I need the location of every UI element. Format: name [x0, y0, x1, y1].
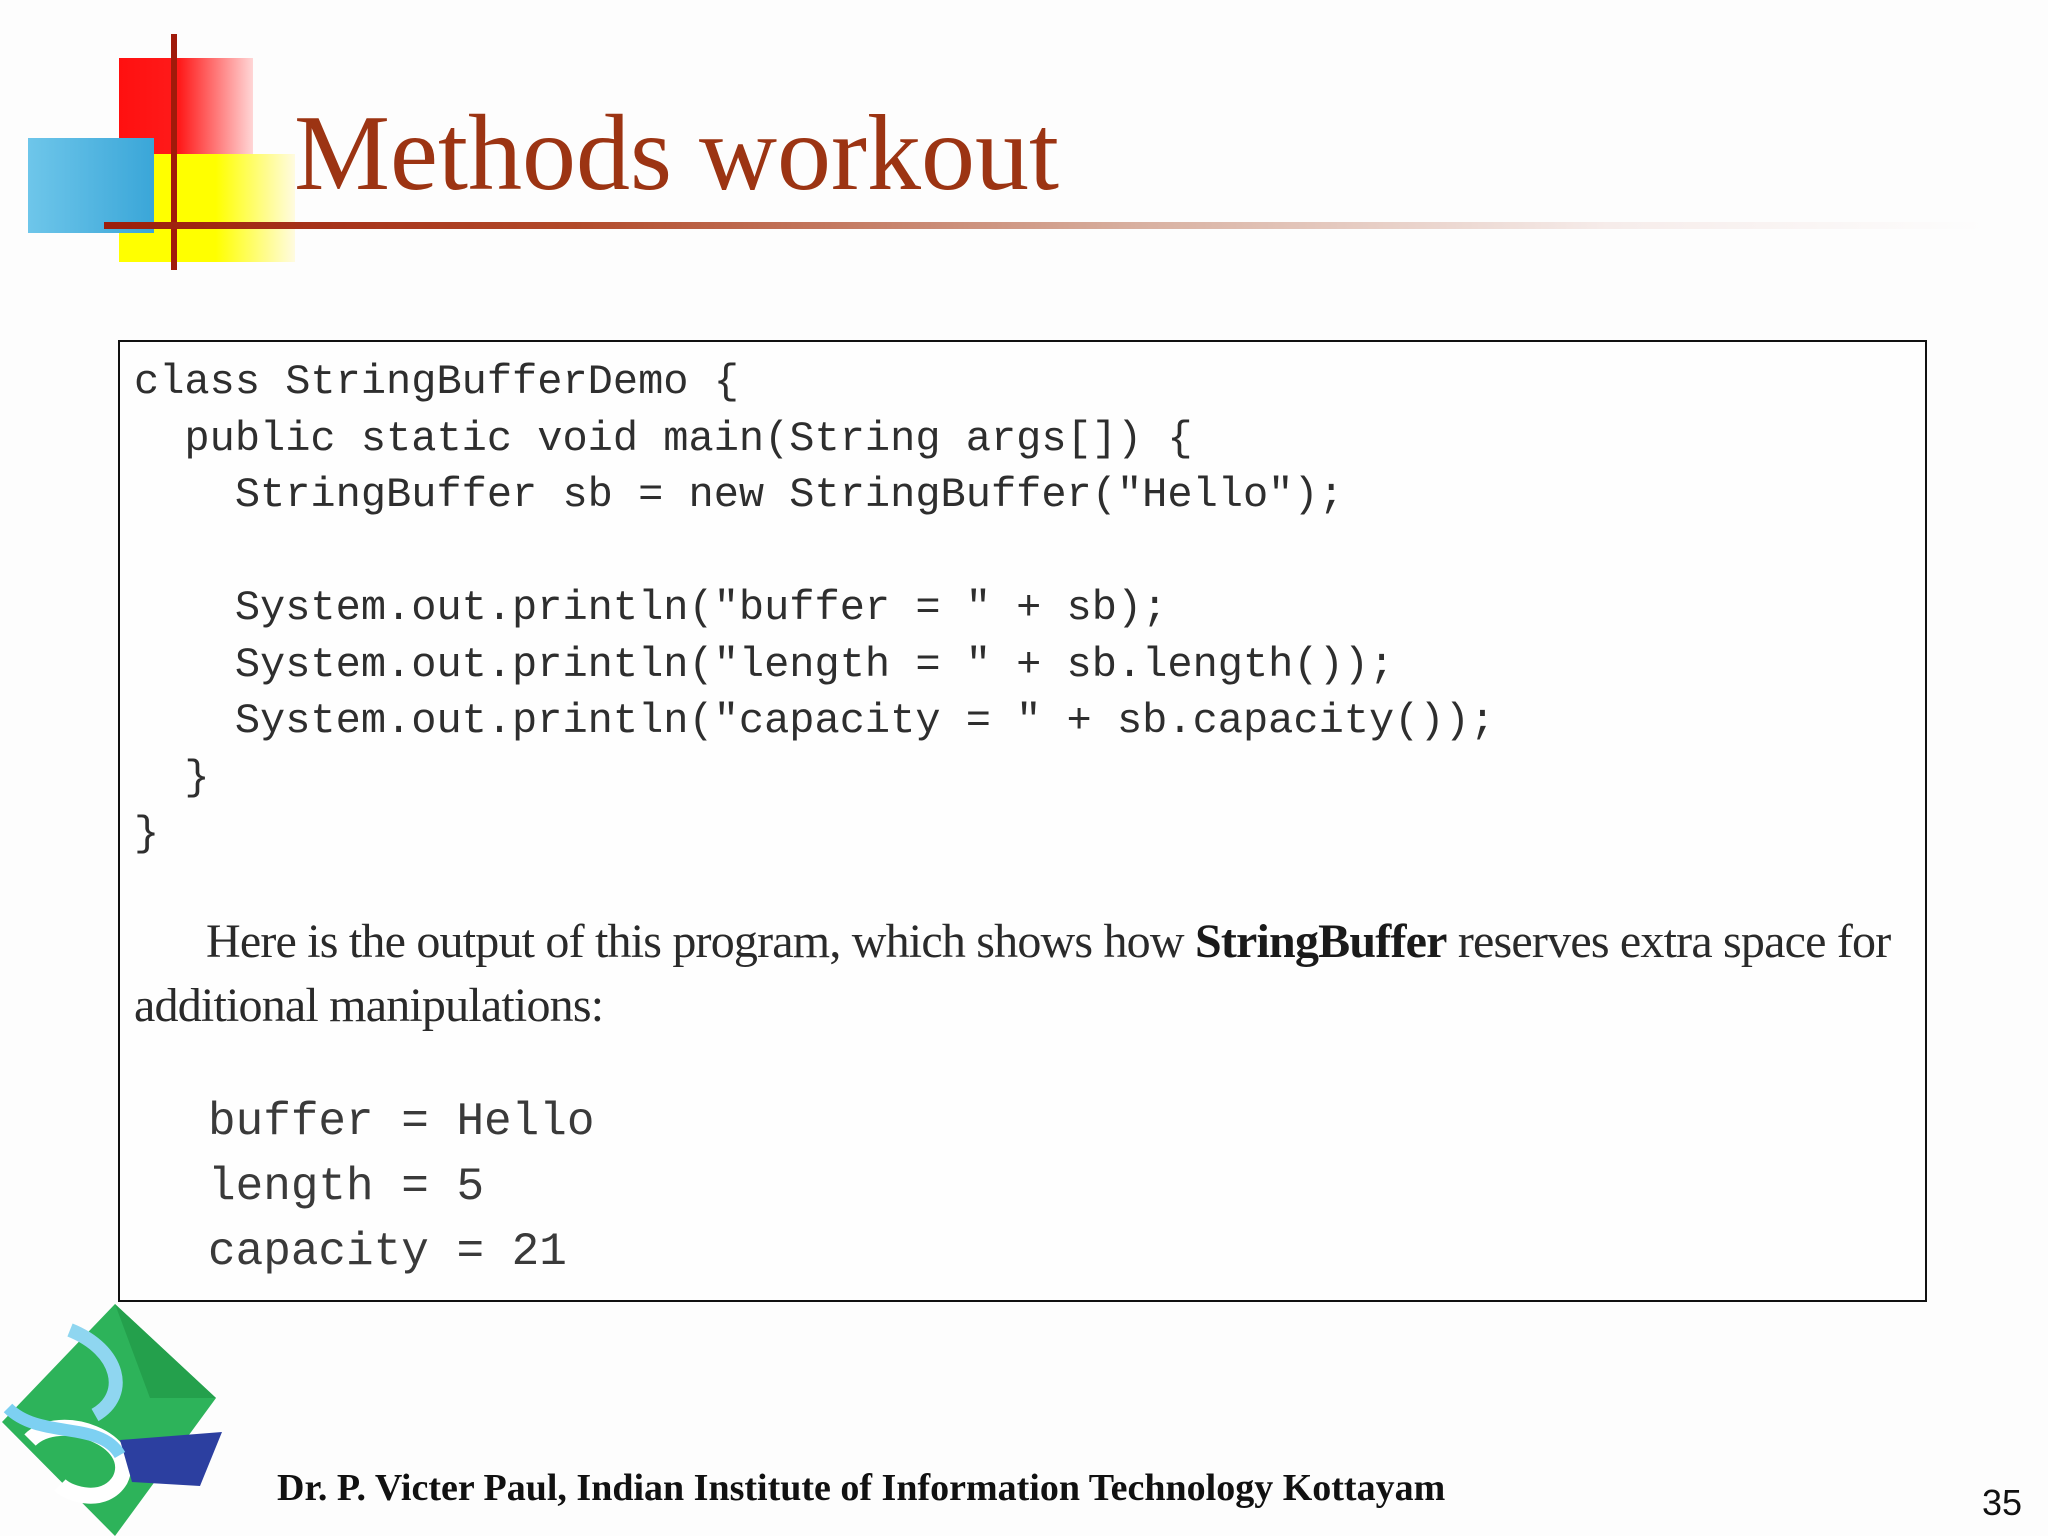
slide-title: Methods workout — [294, 94, 1059, 213]
code-line: class StringBufferDemo { — [134, 358, 739, 406]
explanation-text — [134, 910, 1914, 1038]
slide-number: 35 — [1982, 1482, 2023, 1523]
code-line: System.out.println("buffer = " + sb); — [134, 584, 1168, 632]
decor-vertical-line — [171, 34, 177, 270]
institute-logo-icon — [0, 1290, 230, 1536]
content-box — [118, 340, 1927, 1302]
decor-blue-square — [28, 138, 154, 233]
explanation-after: reserves extra space for additional manipulations: — [134, 915, 1891, 1032]
output-line: length = 5 — [208, 1161, 485, 1213]
code-block — [134, 354, 1495, 863]
explanation-before: Here is the output of this program, which shows how — [206, 915, 1195, 968]
code-line: StringBuffer sb = new StringBuffer("Hello"); — [134, 471, 1344, 519]
code-line: } — [134, 753, 210, 802]
explanation-bold: StringBuffer — [1194, 915, 1447, 968]
code-line: System.out.println("length = " + sb.length()); — [134, 640, 1395, 689]
output-line: buffer = Hello — [208, 1096, 595, 1148]
footer-author: Dr. P. Victer Paul, Indian Institute of Information Technology Kottayam — [277, 1467, 1446, 1509]
program-output — [208, 1090, 594, 1285]
title-underline — [104, 222, 1984, 229]
code-line: } — [134, 810, 160, 858]
code-line — [134, 524, 1495, 581]
code-line: System.out.println("capacity = " + sb.capacity()); — [134, 697, 1496, 745]
output-line: capacity = 21 — [208, 1226, 567, 1278]
code-line: public static void main(String args[]) { — [134, 414, 1193, 463]
